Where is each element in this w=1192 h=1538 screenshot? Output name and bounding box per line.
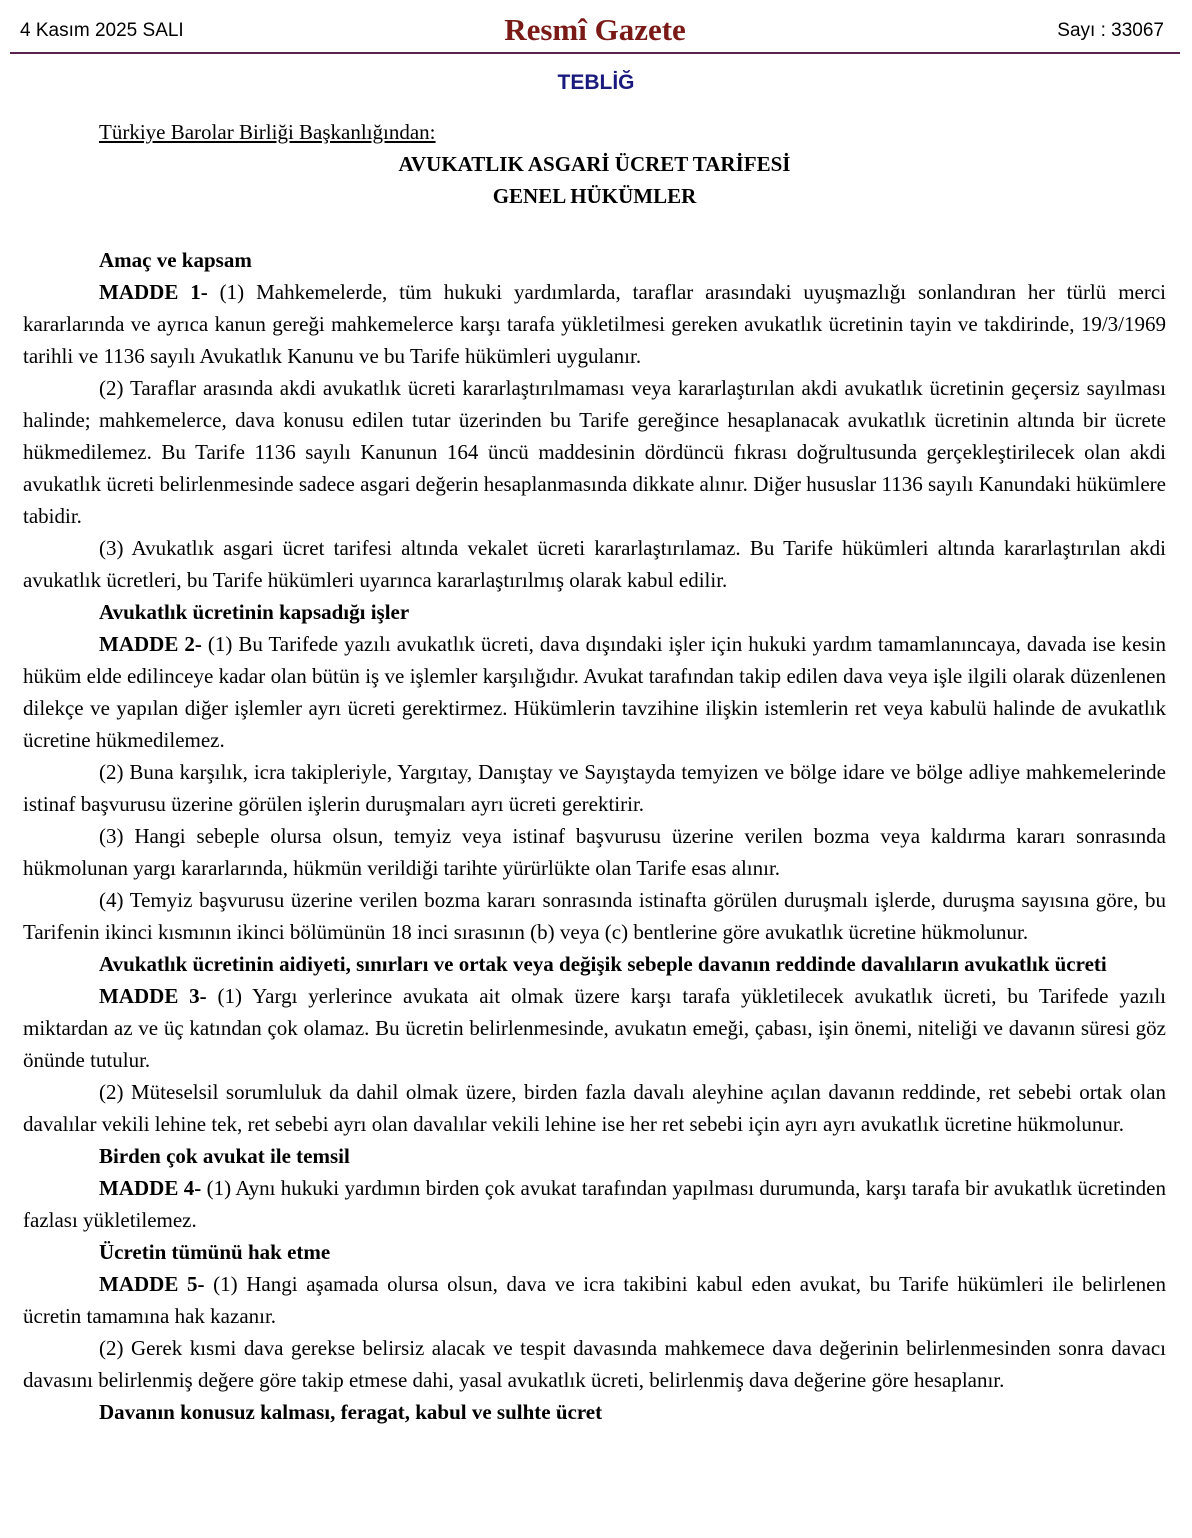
- article-paragraph: (2) Buna karşılık, icra takipleriyle, Yargıtay, Danıştay ve Sayıştayda temyizen ve bölge idare ve bölge adliye mahkemelerinde istinaf başvurusu üzerine görülen işlerin duruşmaları ayrı ücreti gerektirir.: [23, 760, 1166, 816]
- publication-date: 4 Kasım 2025 SALI: [20, 20, 184, 41]
- article-paragraph: [23, 1268, 1166, 1332]
- article-paragraph: (2) Gerek kısmi dava gerekse belirsiz alacak ve tespit davasında mahkemece dava değerinin belirlenmesinden sonra davacı davasını belirlenmiş değere göre takip etmese dahi, yasal avukatlık ücreti, belirlenmiş dava değerine göre hesaplanır.: [23, 1336, 1166, 1392]
- article-heading: Amaç ve kapsam: [99, 248, 252, 272]
- article-heading: Avukatlık ücretinin aidiyeti, sınırları ve ortak veya değişik sebeple davanın reddinde davalıların avukatlık ücreti: [99, 952, 1107, 976]
- article-label: MADDE 1-: [99, 280, 208, 304]
- masthead: [10, 0, 1180, 54]
- article-paragraph: [23, 1172, 1166, 1236]
- article-paragraph: (4) Temyiz başvurusu üzerine verilen bozma kararı sonrasında istinafta görülen duruşmalı işlerde, duruşma sayısına göre, bu Tarifenin ikinci kısmının ikinci bölümünün 18 inci sırasının (b) veya (c) bentlerine göre avukatlık ücretine hükmolunur.: [23, 888, 1166, 944]
- article-paragraph: (2) Müteselsil sorumluluk da dahil olmak üzere, birden fazla davalı aleyhine açılan davanın reddinde, ret sebebi ortak olan davalılar vekili lehine tek, ret sebebi ayrı olan davalılar vekili lehine ise her ret sebebi için ayrı ayrı avukatlık ücretine hükmolunur.: [23, 1080, 1166, 1136]
- article-label: MADDE 5-: [99, 1272, 205, 1296]
- article-1: [23, 244, 1166, 596]
- paragraph-text: (1) Bu Tarifede yazılı avukatlık ücreti, dava dışındaki işler için hukuki yardım tamamlanıncaya, davada ise kesin hüküm elde edilinceye kadar olan bütün iş ve işlemler karşılığıdır. Avukat tarafından takip edilen dava veya işle ilgili olarak düzenlenen dilekçe ve yapılan diğer işlemler ayrı ücreti gerektirmez. Hükümlerin tavzihine ilişkin istemlerin ret veya kabulü halinde de avukatlık ücretine hükmedilemez.: [23, 632, 1166, 752]
- article-4: [23, 1140, 1166, 1236]
- article-label: MADDE 2-: [99, 632, 202, 656]
- next-article-heading: Davanın konusuz kalması, feragat, kabul ve sulhte ücret: [99, 1400, 603, 1424]
- article-heading: Ücretin tümünü hak etme: [99, 1240, 331, 1264]
- article-paragraph: (3) Avukatlık asgari ücret tarifesi altında vekalet ücreti kararlaştırılamaz. Bu Tarife hükümleri altında kararlaştırılan akdi avukatlık ücretleri, bu Tarife hükümleri uyarınca kararlaştırılmış olarak kabul edilir.: [23, 536, 1166, 592]
- article-heading: Avukatlık ücretinin kapsadığı işler: [99, 600, 410, 624]
- document-title: AVUKATLIK ASGARİ ÜCRET TARİFESİ: [398, 152, 791, 176]
- article-label: MADDE 3-: [99, 984, 207, 1008]
- article-paragraph: [23, 628, 1166, 756]
- spacer: [23, 212, 1166, 244]
- article-2: [23, 596, 1166, 948]
- gazette-title: Resmî Gazete: [504, 12, 686, 47]
- paragraph-text: (1) Hangi aşamada olursa olsun, dava ve icra takibini kabul eden avukat, bu Tarife hükümleri ile belirlenen ücretin tamamına hak kazanır.: [23, 1272, 1166, 1328]
- paragraph-text: (1) Yargı yerlerince avukata ait olmak üzere karşı tarafa yükletilecek avukatlık ücreti, bu Tarifede yazılı miktardan az ve üç katından çok olamaz. Bu ücretin belirlenmesinde, avukatın emeği, çabası, işin önemi, niteliği ve davanın süresi göz önünde tutulur.: [23, 984, 1166, 1072]
- article-3: [23, 948, 1166, 1140]
- article-paragraph: (3) Hangi sebeple olursa olsun, temyiz veya istinaf başvurusu üzerine verilen bozma veya kaldırma kararı sonrasında hükmolunan yargı kararlarında, hükmün verildiği tarihte yürürlükte olan Tarife esas alınır.: [23, 824, 1166, 880]
- issue-number: Sayı : 33067: [1057, 20, 1164, 41]
- article-5: [23, 1236, 1166, 1396]
- paragraph-text: (1) Mahkemelerde, tüm hukuki yardımlarda, taraflar arasındaki uyuşmazlığı sonlandıran her türlü merci kararlarında ve ayrıca kanun gereği mahkemelerce karşı tarafa yükletilmesi gereken avukatlık ücretinin tayin ve takdirinde, 19/3/1969 tarihli ve 1136 sayılı Avukatlık Kanunu ve bu Tarife hükümleri uygulanır.: [23, 280, 1166, 368]
- article-paragraph: [23, 276, 1166, 372]
- document-body: [23, 116, 1166, 1428]
- article-heading: Birden çok avukat ile temsil: [99, 1144, 350, 1168]
- paragraph-text: (1) Aynı hukuki yardımın birden çok avukat tarafından yapılması durumunda, karşı tarafa bir avukatlık ücretinden fazlası yükletilemez.: [23, 1176, 1166, 1232]
- issuer: Türkiye Barolar Birliği Başkanlığından:: [99, 120, 436, 144]
- article-label: MADDE 4-: [99, 1176, 202, 1200]
- article-paragraph: (2) Taraflar arasında akdi avukatlık ücreti kararlaştırılmaması veya kararlaştırılan akdi avukatlık ücretinin geçersiz sayılması halinde; mahkemelerce, dava konusu edilen tutar üzerinden bu Tarife gereğince hesaplanacak avukatlık ücretinin altında bir ücrete hükmedilemez. Bu Tarife 1136 sayılı Kanunun 164 üncü maddesinin dördüncü fıkrası doğrultusunda gerçekleştirilecek olan akdi avukatlık ücreti belirlenmesinde sadece asgari değerin hesaplanmasında dikkate alınır. Diğer hususlar 1136 sayılı Kanundaki hükümlere tabidir.: [23, 376, 1166, 528]
- article-paragraph: [23, 980, 1166, 1076]
- document-subtitle: GENEL HÜKÜMLER: [492, 184, 697, 208]
- section-type: TEBLİĞ: [557, 71, 635, 94]
